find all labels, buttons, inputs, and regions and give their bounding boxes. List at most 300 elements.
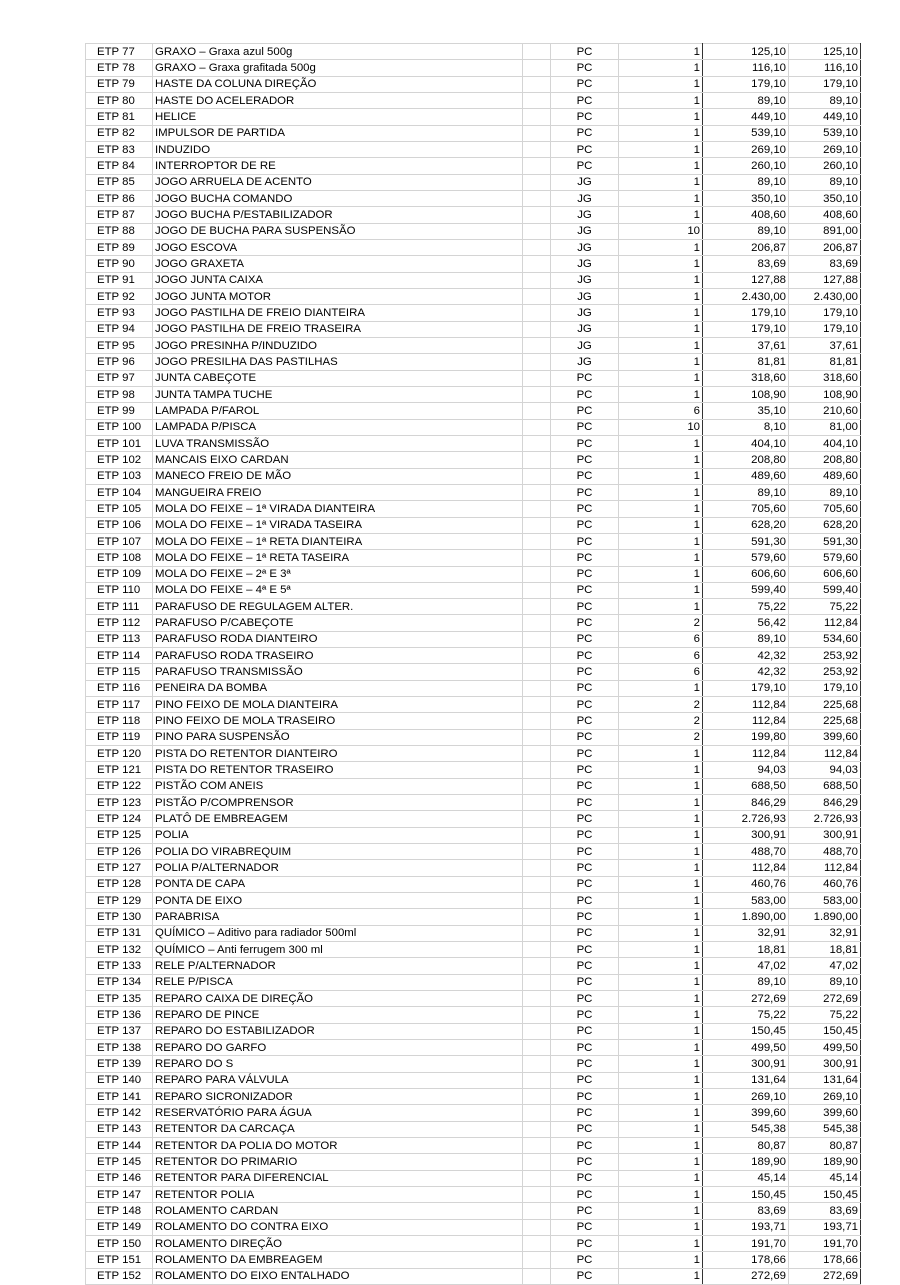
item-unit-price: 606,60	[703, 566, 789, 582]
item-unit-price: 112,84	[703, 697, 789, 713]
item-code: ETP 80	[86, 92, 153, 108]
item-unit: PC	[551, 158, 619, 174]
item-quantity: 1	[619, 354, 703, 370]
empty-cell	[523, 762, 551, 778]
empty-cell	[523, 827, 551, 843]
item-unit: PC	[551, 1268, 619, 1284]
item-code: ETP 142	[86, 1105, 153, 1121]
item-quantity: 10	[619, 223, 703, 239]
item-total: 37,61	[789, 337, 861, 353]
table-row	[86, 44, 861, 60]
item-description: PARAFUSO RODA DIANTEIRO	[153, 631, 523, 647]
item-unit-price: 81,81	[703, 354, 789, 370]
item-quantity: 1	[619, 811, 703, 827]
item-quantity: 1	[619, 1121, 703, 1137]
item-unit-price: 599,40	[703, 582, 789, 598]
empty-cell	[523, 599, 551, 615]
table-row	[86, 827, 861, 843]
item-unit: PC	[551, 501, 619, 517]
item-quantity: 1	[619, 288, 703, 304]
item-code: ETP 121	[86, 762, 153, 778]
item-quantity: 1	[619, 76, 703, 92]
item-code: ETP 117	[86, 697, 153, 713]
item-unit: PC	[551, 141, 619, 157]
item-description: PONTA DE EIXO	[153, 893, 523, 909]
item-description: RELE P/PISCA	[153, 974, 523, 990]
item-unit-price: 688,50	[703, 778, 789, 794]
empty-cell	[523, 501, 551, 517]
item-total: 408,60	[789, 207, 861, 223]
item-code: ETP 93	[86, 305, 153, 321]
item-quantity: 1	[619, 582, 703, 598]
item-quantity: 1	[619, 337, 703, 353]
item-quantity: 1	[619, 158, 703, 174]
item-code: ETP 101	[86, 435, 153, 451]
empty-cell	[523, 305, 551, 321]
table-row	[86, 533, 861, 549]
item-unit-price: 150,45	[703, 1023, 789, 1039]
table-row	[86, 1023, 861, 1039]
item-total: 1.890,00	[789, 909, 861, 925]
item-unit-price: 75,22	[703, 1007, 789, 1023]
table-row	[86, 1105, 861, 1121]
item-quantity: 1	[619, 1252, 703, 1268]
item-unit-price: 404,10	[703, 435, 789, 451]
item-total: 688,50	[789, 778, 861, 794]
table-row	[86, 1137, 861, 1153]
empty-cell	[523, 1056, 551, 1072]
item-unit: PC	[551, 1023, 619, 1039]
item-total: 404,10	[789, 435, 861, 451]
item-description: INDUZIDO	[153, 141, 523, 157]
item-code: ETP 130	[86, 909, 153, 925]
item-code: ETP 128	[86, 876, 153, 892]
item-code: ETP 89	[86, 239, 153, 255]
table-row	[86, 370, 861, 386]
item-total: 116,10	[789, 60, 861, 76]
item-description: MOLA DO FEIXE – 1ª RETA DIANTEIRA	[153, 533, 523, 549]
item-description: JUNTA TAMPA TUCHE	[153, 386, 523, 402]
item-unit-price: 628,20	[703, 517, 789, 533]
table-row	[86, 1121, 861, 1137]
item-description: JOGO JUNTA MOTOR	[153, 288, 523, 304]
empty-cell	[523, 974, 551, 990]
item-unit-price: 89,10	[703, 631, 789, 647]
item-unit-price: 260,10	[703, 158, 789, 174]
item-unit: PC	[551, 1105, 619, 1121]
table-row	[86, 844, 861, 860]
item-unit: PC	[551, 844, 619, 860]
item-quantity: 1	[619, 468, 703, 484]
item-quantity: 1	[619, 1186, 703, 1202]
table-row	[86, 76, 861, 92]
item-description: JOGO PRESILHA DAS PASTILHAS	[153, 354, 523, 370]
empty-cell	[523, 811, 551, 827]
item-code: ETP 123	[86, 795, 153, 811]
item-total: 191,70	[789, 1235, 861, 1251]
item-code: ETP 85	[86, 174, 153, 190]
item-total: 599,40	[789, 582, 861, 598]
item-total: 189,90	[789, 1154, 861, 1170]
item-total: 112,84	[789, 746, 861, 762]
item-unit-price: 112,84	[703, 746, 789, 762]
item-quantity: 1	[619, 1056, 703, 1072]
empty-cell	[523, 713, 551, 729]
item-description: REPARO SICRONIZADOR	[153, 1089, 523, 1105]
item-unit-price: 178,66	[703, 1252, 789, 1268]
item-unit: PC	[551, 1040, 619, 1056]
empty-cell	[523, 239, 551, 255]
item-code: ETP 127	[86, 860, 153, 876]
item-code: ETP 98	[86, 386, 153, 402]
item-code: ETP 94	[86, 321, 153, 337]
item-quantity: 1	[619, 272, 703, 288]
item-description: JOGO JUNTA CAIXA	[153, 272, 523, 288]
item-code: ETP 124	[86, 811, 153, 827]
item-description: POLIA DO VIRABREQUIM	[153, 844, 523, 860]
item-quantity: 1	[619, 778, 703, 794]
item-total: 891,00	[789, 223, 861, 239]
item-unit-price: 350,10	[703, 190, 789, 206]
item-quantity: 1	[619, 1137, 703, 1153]
table-row	[86, 158, 861, 174]
item-description: PINO FEIXO DE MOLA DIANTEIRA	[153, 697, 523, 713]
item-code: ETP 78	[86, 60, 153, 76]
table-row	[86, 174, 861, 190]
item-unit-price: 2.430,00	[703, 288, 789, 304]
item-unit-price: 89,10	[703, 484, 789, 500]
item-unit: PC	[551, 909, 619, 925]
table-row	[86, 305, 861, 321]
item-code: ETP 111	[86, 599, 153, 615]
item-unit: PC	[551, 1219, 619, 1235]
table-row	[86, 288, 861, 304]
item-quantity: 1	[619, 550, 703, 566]
table-body	[86, 44, 861, 1285]
item-total: 253,92	[789, 648, 861, 664]
item-code: ETP 135	[86, 991, 153, 1007]
item-code: ETP 134	[86, 974, 153, 990]
table-row	[86, 909, 861, 925]
item-total: 350,10	[789, 190, 861, 206]
item-quantity: 1	[619, 517, 703, 533]
item-total: 83,69	[789, 1203, 861, 1219]
item-code: ETP 84	[86, 158, 153, 174]
item-description: QUÍMICO – Aditivo para radiador 500ml	[153, 925, 523, 941]
table-row	[86, 566, 861, 582]
item-unit: PC	[551, 44, 619, 60]
item-unit-price: 579,60	[703, 550, 789, 566]
item-total: 47,02	[789, 958, 861, 974]
item-unit-price: 116,10	[703, 60, 789, 76]
item-total: 399,60	[789, 729, 861, 745]
empty-cell	[523, 1203, 551, 1219]
item-code: ETP 77	[86, 44, 153, 60]
item-code: ETP 126	[86, 844, 153, 860]
item-quantity: 10	[619, 419, 703, 435]
item-total: 225,68	[789, 713, 861, 729]
empty-cell	[523, 403, 551, 419]
item-unit: PC	[551, 876, 619, 892]
item-unit-price: 89,10	[703, 223, 789, 239]
table-row	[86, 648, 861, 664]
item-unit: PC	[551, 550, 619, 566]
empty-cell	[523, 1137, 551, 1153]
empty-cell	[523, 795, 551, 811]
item-total: 80,87	[789, 1137, 861, 1153]
item-unit-price: 35,10	[703, 403, 789, 419]
item-unit: PC	[551, 762, 619, 778]
empty-cell	[523, 860, 551, 876]
item-code: ETP 140	[86, 1072, 153, 1088]
item-total: 83,69	[789, 256, 861, 272]
empty-cell	[523, 141, 551, 157]
item-unit-price: 42,32	[703, 648, 789, 664]
item-unit: PC	[551, 1121, 619, 1137]
item-unit: PC	[551, 109, 619, 125]
table-row	[86, 795, 861, 811]
empty-cell	[523, 125, 551, 141]
item-unit-price: 45,14	[703, 1170, 789, 1186]
item-unit: JG	[551, 321, 619, 337]
item-unit-price: 399,60	[703, 1105, 789, 1121]
item-total: 253,92	[789, 664, 861, 680]
empty-cell	[523, 991, 551, 1007]
item-unit-price: 300,91	[703, 827, 789, 843]
item-quantity: 1	[619, 1089, 703, 1105]
table-row	[86, 501, 861, 517]
item-quantity: 2	[619, 729, 703, 745]
item-quantity: 1	[619, 746, 703, 762]
table-row	[86, 860, 861, 876]
table-row	[86, 1186, 861, 1202]
table-row	[86, 942, 861, 958]
table-row	[86, 354, 861, 370]
table-row	[86, 1268, 861, 1284]
item-description: MOLA DO FEIXE – 4ª E 5ª	[153, 582, 523, 598]
item-quantity: 1	[619, 942, 703, 958]
item-unit: PC	[551, 386, 619, 402]
item-unit: PC	[551, 452, 619, 468]
empty-cell	[523, 550, 551, 566]
item-quantity: 2	[619, 713, 703, 729]
item-total: 272,69	[789, 991, 861, 1007]
table-row	[86, 517, 861, 533]
item-unit: PC	[551, 974, 619, 990]
item-quantity: 1	[619, 1040, 703, 1056]
item-description: LUVA TRANSMISSÃO	[153, 435, 523, 451]
item-quantity: 1	[619, 92, 703, 108]
item-unit: PC	[551, 729, 619, 745]
item-unit: PC	[551, 860, 619, 876]
item-unit: JG	[551, 272, 619, 288]
table-row	[86, 419, 861, 435]
item-code: ETP 136	[86, 1007, 153, 1023]
table-row	[86, 1040, 861, 1056]
item-total: 150,45	[789, 1186, 861, 1202]
item-description: IMPULSOR DE PARTIDA	[153, 125, 523, 141]
item-code: ETP 108	[86, 550, 153, 566]
item-total: 2.430,00	[789, 288, 861, 304]
item-code: ETP 110	[86, 582, 153, 598]
empty-cell	[523, 354, 551, 370]
item-quantity: 1	[619, 762, 703, 778]
item-unit-price: 83,69	[703, 1203, 789, 1219]
table-row	[86, 468, 861, 484]
table-row	[86, 452, 861, 468]
item-unit: JG	[551, 190, 619, 206]
item-quantity: 1	[619, 141, 703, 157]
item-unit: JG	[551, 256, 619, 272]
empty-cell	[523, 452, 551, 468]
item-unit: PC	[551, 1089, 619, 1105]
item-total: 300,91	[789, 827, 861, 843]
table-row	[86, 893, 861, 909]
item-total: 75,22	[789, 1007, 861, 1023]
item-total: 583,00	[789, 893, 861, 909]
table-row	[86, 713, 861, 729]
item-description: PISTÃO P/COMPRENSOR	[153, 795, 523, 811]
empty-cell	[523, 942, 551, 958]
table-row	[86, 60, 861, 76]
item-code: ETP 97	[86, 370, 153, 386]
item-code: ETP 106	[86, 517, 153, 533]
table-row	[86, 1170, 861, 1186]
item-total: 179,10	[789, 321, 861, 337]
item-quantity: 1	[619, 958, 703, 974]
item-unit-price: 125,10	[703, 44, 789, 60]
item-unit-price: 408,60	[703, 207, 789, 223]
item-unit: PC	[551, 648, 619, 664]
item-total: 534,60	[789, 631, 861, 647]
item-code: ETP 152	[86, 1268, 153, 1284]
item-description: JOGO GRAXETA	[153, 256, 523, 272]
item-unit: JG	[551, 239, 619, 255]
table-row	[86, 239, 861, 255]
item-unit-price: 318,60	[703, 370, 789, 386]
empty-cell	[523, 582, 551, 598]
item-unit-price: 545,38	[703, 1121, 789, 1137]
item-code: ETP 92	[86, 288, 153, 304]
item-description: JOGO PASTILHA DE FREIO TRASEIRA	[153, 321, 523, 337]
item-code: ETP 88	[86, 223, 153, 239]
table-row	[86, 190, 861, 206]
item-code: ETP 79	[86, 76, 153, 92]
item-total: 89,10	[789, 174, 861, 190]
item-code: ETP 96	[86, 354, 153, 370]
item-code: ETP 107	[86, 533, 153, 549]
item-total: 179,10	[789, 305, 861, 321]
item-code: ETP 114	[86, 648, 153, 664]
item-quantity: 1	[619, 370, 703, 386]
table-row	[86, 974, 861, 990]
item-description: MOLA DO FEIXE – 1ª VIRADA TASEIRA	[153, 517, 523, 533]
item-total: 606,60	[789, 566, 861, 582]
item-description: JOGO PRESINHA P/INDUZIDO	[153, 337, 523, 353]
item-code: ETP 144	[86, 1137, 153, 1153]
empty-cell	[523, 729, 551, 745]
item-description: PISTÃO COM ANEIS	[153, 778, 523, 794]
item-unit: PC	[551, 631, 619, 647]
item-unit: JG	[551, 223, 619, 239]
item-description: RETENTOR DA CARCAÇA	[153, 1121, 523, 1137]
item-code: ETP 113	[86, 631, 153, 647]
item-total: 32,91	[789, 925, 861, 941]
item-unit: PC	[551, 403, 619, 419]
empty-cell	[523, 925, 551, 941]
item-total: 94,03	[789, 762, 861, 778]
table-row	[86, 272, 861, 288]
table-row	[86, 991, 861, 1007]
empty-cell	[523, 223, 551, 239]
item-description: JUNTA CABEÇOTE	[153, 370, 523, 386]
item-description: RETENTOR POLIA	[153, 1186, 523, 1202]
item-description: HASTE DO ACELERADOR	[153, 92, 523, 108]
item-unit-price: 108,90	[703, 386, 789, 402]
item-unit-price: 272,69	[703, 1268, 789, 1284]
item-quantity: 1	[619, 827, 703, 843]
item-unit: JG	[551, 207, 619, 223]
item-code: ETP 86	[86, 190, 153, 206]
empty-cell	[523, 174, 551, 190]
item-unit: PC	[551, 778, 619, 794]
empty-cell	[523, 893, 551, 909]
table-row	[86, 876, 861, 892]
empty-cell	[523, 566, 551, 582]
item-total: 260,10	[789, 158, 861, 174]
table-row	[86, 762, 861, 778]
item-total: 18,81	[789, 942, 861, 958]
item-quantity: 1	[619, 680, 703, 696]
item-unit: PC	[551, 991, 619, 1007]
item-total: 269,10	[789, 141, 861, 157]
item-unit-price: 112,84	[703, 713, 789, 729]
item-unit: PC	[551, 664, 619, 680]
item-quantity: 1	[619, 925, 703, 941]
item-unit-price: 189,90	[703, 1154, 789, 1170]
empty-cell	[523, 615, 551, 631]
item-total: 489,60	[789, 468, 861, 484]
item-total: 499,50	[789, 1040, 861, 1056]
item-unit: PC	[551, 1186, 619, 1202]
item-quantity: 2	[619, 615, 703, 631]
item-quantity: 1	[619, 239, 703, 255]
item-code: ETP 99	[86, 403, 153, 419]
item-description: PISTA DO RETENTOR TRASEIRO	[153, 762, 523, 778]
item-total: 89,10	[789, 974, 861, 990]
item-unit-price: 179,10	[703, 76, 789, 92]
empty-cell	[523, 631, 551, 647]
item-total: 591,30	[789, 533, 861, 549]
item-code: ETP 146	[86, 1170, 153, 1186]
item-unit: PC	[551, 1137, 619, 1153]
item-unit-price: 846,29	[703, 795, 789, 811]
item-description: REPARO DO S	[153, 1056, 523, 1072]
item-total: 2.726,93	[789, 811, 861, 827]
table-row	[86, 1219, 861, 1235]
item-unit: PC	[551, 533, 619, 549]
item-quantity: 1	[619, 386, 703, 402]
item-unit: PC	[551, 1072, 619, 1088]
table-row	[86, 403, 861, 419]
item-total: 488,70	[789, 844, 861, 860]
empty-cell	[523, 648, 551, 664]
item-description: MANECO FREIO DE MÃO	[153, 468, 523, 484]
empty-cell	[523, 256, 551, 272]
item-unit-price: 193,71	[703, 1219, 789, 1235]
item-code: ETP 138	[86, 1040, 153, 1056]
empty-cell	[523, 1154, 551, 1170]
